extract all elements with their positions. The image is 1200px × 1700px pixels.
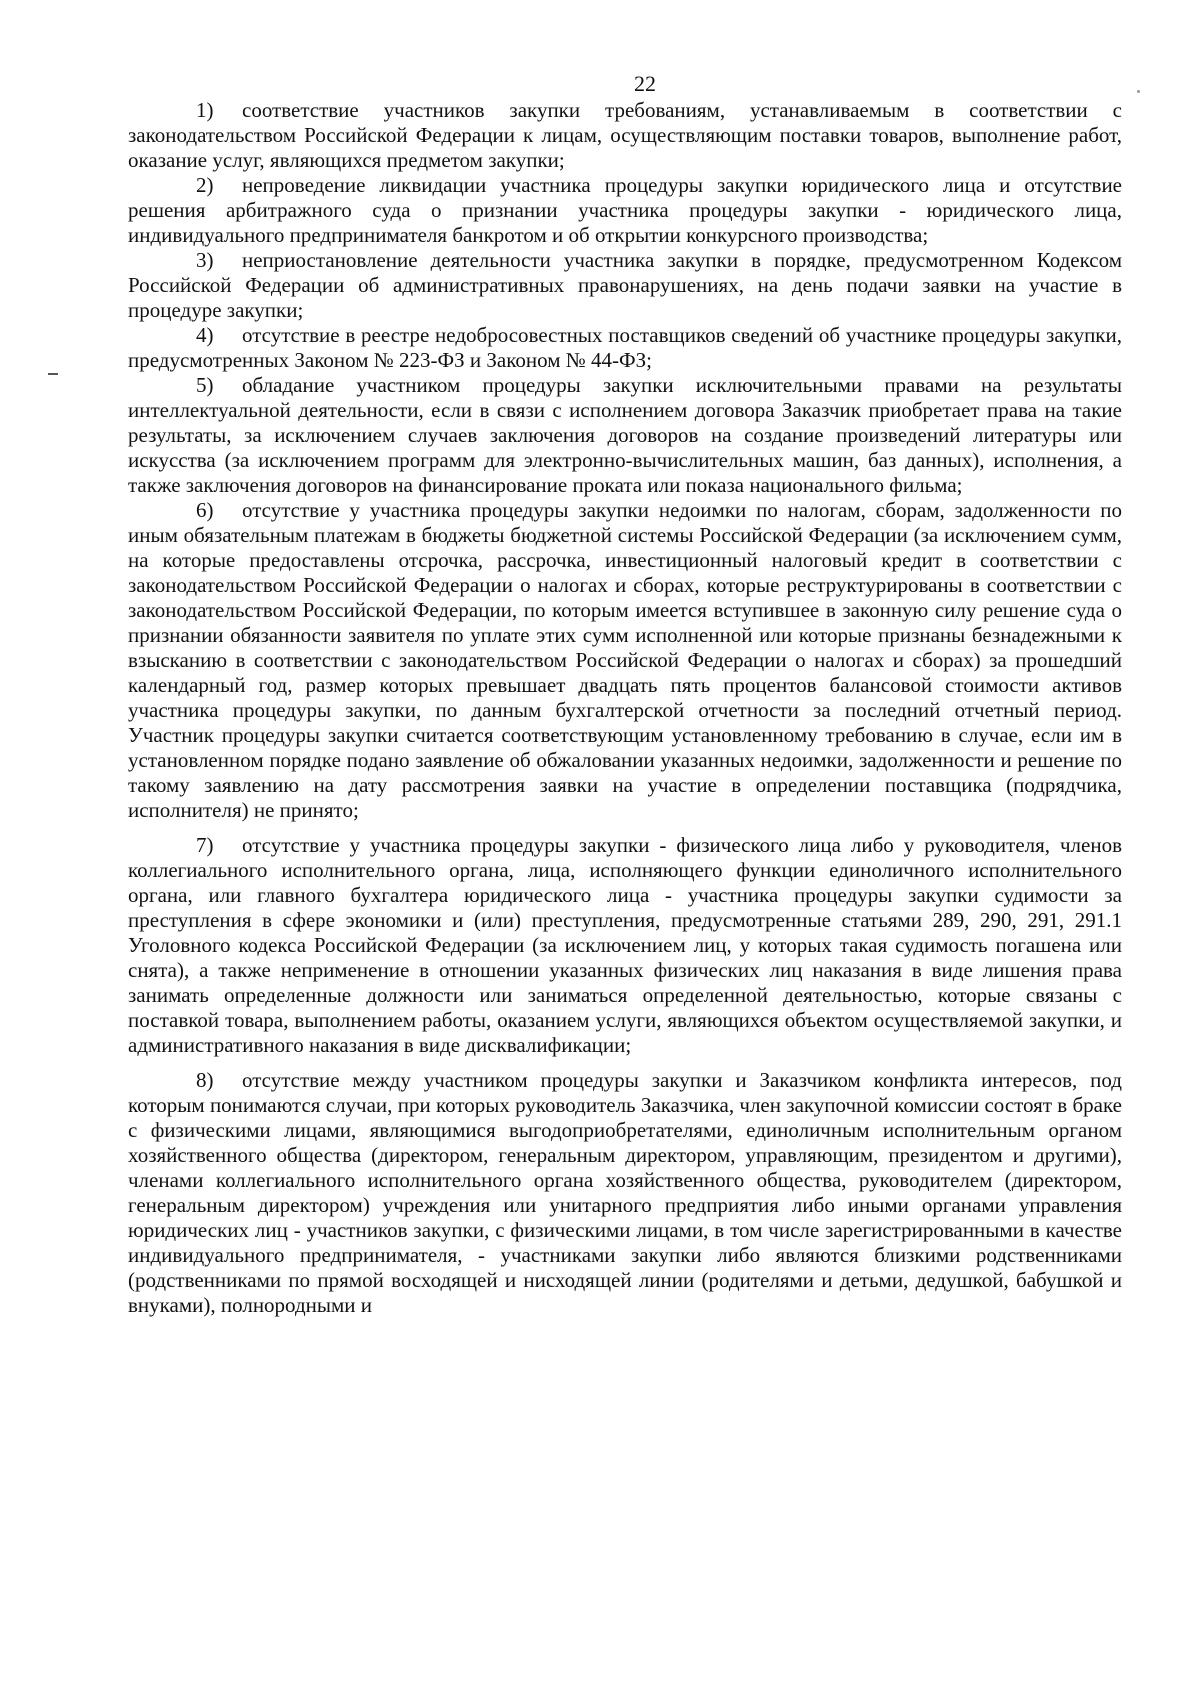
- item-text: неприостановление деятельности участника закупки в порядке, предусмотренном Кодексом Российской Федерации об административных правонарушениях, на день подачи заявки на участие в процедуре закупки;: [128, 248, 1122, 322]
- item-number: 5): [196, 373, 214, 397]
- item-text: отсутствие между участником процедуры закупки и Заказчиком конфликта интересов, под которым понимаются случаи, при которых руководитель Заказчика, член закупочной комиссии состоят в браке с физическими лицами, являющимися выгодоприобретателями, единоличным исполнительным органом хозяйственного общества (директором, генеральным директором, управляющим, президентом и другими), членами коллегиального исполнительного органа хозяйственного общества, руководителем (директором, генеральным директором) учреждения или унитарного предприятия либо иными органами управления юридических лиц - участников закупки, с физическими лицами, в том числе зарегистрированными в качестве индивидуального предпринимателя, - участниками закупки либо являются близкими родственниками (родственниками по прямой восходящей и нисходящей линии (родителями и детьми, дедушкой, бабушкой и внуками), полнородными и: [128, 1068, 1122, 1317]
- item-number: 8): [196, 1068, 214, 1092]
- requirements-list: [128, 98, 1122, 1318]
- item-number: 4): [196, 323, 214, 347]
- item-number: 3): [196, 248, 214, 272]
- list-item-5: [128, 373, 1122, 498]
- scan-speck: [1137, 90, 1140, 93]
- item-number: 6): [196, 498, 214, 522]
- item-number: 7): [196, 833, 214, 857]
- list-item-1: [128, 98, 1122, 173]
- list-item-3: [128, 248, 1122, 323]
- item-text: соответствие участников закупки требованиям, устанавливаемым в соответствии с законодательством Российской Федерации к лицам, осуществляющим поставки товаров, выполнение работ, оказание услуг, являющихся предметом закупки;: [128, 98, 1122, 172]
- item-text: обладание участником процедуры закупки исключительными правами на результаты интеллектуальной деятельности, если в связи с исполнением договора Заказчик приобретает права на такие результаты, за исключением случаев заключения договоров на создание произведений литературы или искусства (за исключением программ для электронно-вычислительных машин, баз данных), исполнения, а также заключения договоров на финансирование проката или показа национального фильма;: [128, 373, 1122, 497]
- item-number: 1): [196, 98, 214, 122]
- item-text: отсутствие у участника процедуры закупки недоимки по налогам, сборам, задолженности по иным обязательным платежам в бюджеты бюджетной системы Российской Федерации (за исключением сумм, на которые предоставлены отсрочка, рассрочка, инвестиционный налоговый кредит в соответствии с законодательством Российской Федерации о налогах и сборах, которые реструктурированы в соответствии с законодательством Российской Федерации, по которым имеется вступившее в законную силу решение суда о признании обязанности заявителя по уплате этих сумм исполненной или которые признаны безнадежными к взысканию в соответствии с законодательством Российской Федерации о налогах и сборах) за прошедший календарный год, размер которых превышает двадцать пять процентов балансовой стоимости активов участника процедуры закупки, по данным бухгалтерской отчетности за последний отчетный период. Участник процедуры закупки считается соответствующим установленному требованию в случае, если им в установленном порядке подано заявление об обжаловании указанных недоимки, задолженности и решение по такому заявлению на дату рассмотрения заявки на участие в определении поставщика (подрядчика, исполнителя) не принято;: [128, 498, 1122, 822]
- list-item-6: [128, 498, 1122, 823]
- list-item-4: [128, 323, 1122, 373]
- item-number: 2): [196, 173, 214, 197]
- item-text: отсутствие в реестре недобросовестных поставщиков сведений об участнике процедуры закупки, предусмотренных Законом № 223-ФЗ и Законом № 44-ФЗ;: [128, 323, 1122, 372]
- list-item-7: [128, 833, 1122, 1058]
- list-item-2: [128, 173, 1122, 248]
- item-text: отсутствие у участника процедуры закупки - физического лица либо у руководителя, членов коллегиального исполнительного органа, лица, исполняющего функции единоличного исполнительного органа, или главного бухгалтера юридического лица - участника процедуры закупки судимости за преступления в сфере экономики и (или) преступления, предусмотренные статьями 289, 290, 291, 291.1 Уголовного кодекса Российской Федерации (за исключением лиц, у которых такая судимость погашена или снята), а также неприменение в отношении указанных физических лиц наказания в виде лишения права занимать определенные должности или заниматься определенной деятельностью, которые связаны с поставкой товара, выполнением работы, оказанием услуги, являющихся объектом осуществляемой закупки, и административного наказания в виде дисквалификации;: [128, 833, 1122, 1057]
- margin-mark: [48, 373, 58, 375]
- item-text: непроведение ликвидации участника процедуры закупки юридического лица и отсутствие решения арбитражного суда о признании участника процедуры закупки - юридического лица, индивидуального предпринимателя банкротом и об открытии конкурсного производства;: [128, 173, 1122, 247]
- list-item-8: [128, 1068, 1122, 1318]
- page-number: 22: [634, 71, 656, 96]
